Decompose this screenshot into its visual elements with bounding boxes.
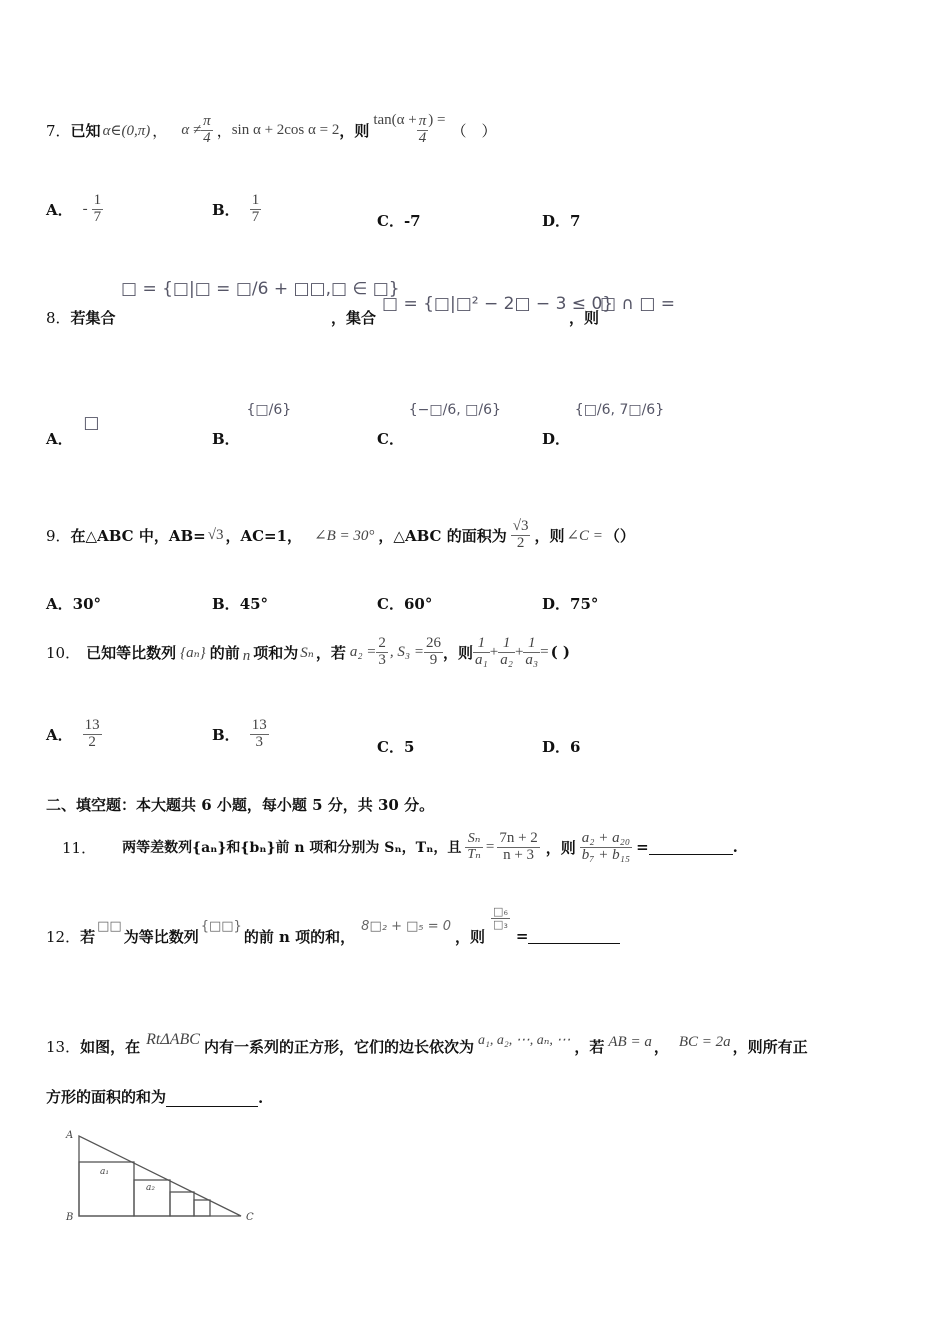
q8-option-b-label: B． [212, 430, 240, 448]
q7-expr-left: tan(α + [373, 111, 417, 128]
q11-stem [62, 820, 738, 874]
q8-text1: 若集合 [70, 309, 116, 327]
q7-then: ，则 [339, 121, 370, 140]
q7-sep2: ， [216, 121, 232, 140]
q7-expr-right: ) = [428, 111, 446, 128]
q7-cond2-frac [201, 114, 213, 147]
q10-term1 [473, 636, 490, 669]
q7-cond2-left: α ≠ [181, 121, 202, 138]
q9-stem [46, 508, 635, 562]
section-heading: 二、填空题：本大题共 6 小题，每小题 5 分，共 30 分。 [46, 796, 435, 814]
q7-known: 已知 [70, 121, 101, 140]
q10-number: 10． [46, 643, 81, 662]
q13-sep: ， [653, 1037, 669, 1056]
q9-ab: √3 [207, 526, 224, 543]
q9-area-frac [511, 519, 531, 552]
q10-n: n [242, 647, 251, 664]
q13-text2: 内有一系列的正方形，它们的边长依次为 [203, 1037, 474, 1056]
q7-cond2-den: 4 [203, 129, 211, 146]
q10-s3: , S₃ = [389, 643, 425, 660]
q10-a2: a₂ = [349, 643, 377, 660]
q13-tri: RtΔABC [146, 1031, 200, 1048]
square-3 [170, 1192, 194, 1216]
q7-cond3: sin α + 2cos α = 2 [231, 121, 340, 138]
q10-a2-frac [376, 636, 388, 669]
q7-number: 7． [46, 121, 71, 140]
q7-expr-frac [417, 114, 429, 147]
q8-option-a[interactable] [46, 412, 99, 448]
q10-option-a-label: A． [46, 725, 73, 744]
q10-option-a[interactable] [46, 710, 102, 758]
q12-text3: 的前 n 项的和， [243, 927, 356, 946]
q9-angle: ∠B = 30° [314, 527, 375, 544]
q9-option-a-label: A． [46, 595, 73, 613]
q13-stem-line2 [46, 1086, 263, 1107]
q9-option-c-label: C． [377, 595, 404, 613]
q10-term2-den: a₂ [500, 651, 513, 668]
q9-option-b-value: 45° [239, 595, 269, 613]
q8-expr: □ ∩ □ = [600, 294, 676, 314]
q8-option-b-value: {□/6} [246, 402, 292, 418]
q10-s3-num: 26 [426, 634, 442, 651]
q10-option-c[interactable] [377, 736, 414, 757]
q8-set-a: □ = {□|□ = □/6 + □□,□ ∈ □} [121, 279, 400, 299]
q8-option-d-label: D． [542, 430, 571, 448]
q10-plus-2: + [514, 643, 524, 660]
q13-bc: BC = 2a [678, 1033, 731, 1050]
q8-option-a-value: □ [83, 413, 100, 433]
q7-paren: （ ） [451, 121, 497, 140]
q9-option-b[interactable] [212, 593, 268, 614]
q10-option-a-frac [83, 718, 102, 751]
q10-eq: = [540, 643, 549, 660]
q9-text4: ，则 [534, 526, 565, 545]
q9-paren: （） [604, 526, 635, 545]
q12-number: 12． [46, 927, 81, 946]
q7-option-a-frac [92, 193, 104, 226]
q7-option-b-num: 1 [251, 191, 260, 208]
q10-term2-num: 1 [498, 636, 515, 653]
q10-seq: {aₙ} [180, 644, 206, 661]
q11-ratio [465, 832, 482, 862]
q8-option-c[interactable] [377, 398, 501, 448]
vertex-c-label: C [246, 1212, 254, 1223]
q8-number-text [46, 307, 116, 328]
q10-a2-den: 3 [378, 651, 386, 668]
q9-text3: ，△ABC 的面积为 [378, 526, 507, 545]
q10-term1-den: a₁ [475, 651, 488, 668]
q7-option-d-value: 7 [570, 212, 581, 230]
q10-option-c-value: 5 [403, 738, 415, 756]
q7-option-a-sign: - [82, 200, 88, 217]
q11-formula [497, 831, 539, 864]
q13-text3: ，若 [574, 1037, 605, 1056]
q13-text1: 如图，在 [80, 1037, 141, 1056]
q11-formula-den: n + 3 [503, 846, 535, 863]
square-1-label: a₁ [100, 1167, 109, 1177]
q7-stem [46, 108, 497, 152]
q10-paren: ( ) [550, 643, 571, 661]
q11-text1: 两等差数列{aₙ}和{bₙ}前 n 项和分别为 Sₙ，Tₙ，且 [122, 840, 462, 856]
q10-term3-num: 1 [523, 636, 540, 653]
q13-end: . [258, 1089, 264, 1107]
q12-stem [46, 906, 620, 966]
q9-text1: 在△ABC 中，AB= [70, 526, 206, 545]
q8-option-b[interactable] [212, 398, 291, 448]
q10-text5: ，则 [443, 643, 474, 662]
q9-text2: ，AC=1， [225, 526, 303, 545]
q8-set-b: □ = {□|□² − 2□ − 3 ≤ 0} [382, 294, 614, 314]
q8-option-d-value: {□/6, 7□/6} [574, 402, 665, 418]
q9-number: 9． [46, 526, 71, 545]
q12-ratio-num: □₆ [493, 904, 508, 918]
q10-text4: ，若 [315, 643, 346, 662]
q8-option-c-label: C． [377, 430, 404, 448]
q7-option-d-label: D． [542, 212, 571, 230]
q11-end: . [732, 838, 738, 856]
q7-sep1: ， [152, 121, 168, 140]
q11-formula-num: 7n + 2 [499, 829, 538, 846]
triangle-figure [60, 1120, 270, 1230]
q8-number: 8． [46, 309, 71, 327]
q11-target-den: b₇ + b₁₅ [581, 846, 631, 863]
q10-option-d-label: D． [542, 738, 571, 756]
q9-option-c-value: 60° [403, 595, 433, 613]
q10-option-a-den: 2 [88, 733, 96, 750]
q7-option-a-label: A． [46, 200, 73, 219]
q7-option-a-num: 1 [93, 191, 102, 208]
q7-option-b[interactable] [212, 186, 261, 232]
q7-option-b-den: 7 [251, 208, 260, 225]
q7-option-d[interactable] [542, 210, 580, 231]
q8-option-d[interactable] [542, 398, 664, 448]
q12-text1: 若 [80, 927, 96, 946]
q12-cond: 8□₂ + □₅ = 0 [361, 918, 452, 934]
q13-stem-line1 [46, 1026, 808, 1066]
q8-option-c-value: {−□/6, □/6} [408, 402, 501, 418]
q13-answer-blank[interactable] [166, 1092, 258, 1107]
q9-ask: ∠C = [566, 527, 603, 544]
q7-expr-num: π [418, 112, 427, 129]
q12-sn: □□ [97, 918, 122, 934]
q9-area-num: √3 [512, 517, 529, 534]
vertex-a-label: A [66, 1130, 74, 1141]
q10-s3-den: 9 [429, 651, 438, 668]
q11-ratio-num: Sₙ [465, 832, 482, 848]
q9-option-d-label: D． [542, 595, 571, 613]
q10-text1: 已知等比数列 [86, 643, 177, 662]
q11-target [580, 831, 632, 864]
q10-option-b-label: B． [212, 725, 240, 744]
q7-expr-den: 4 [418, 129, 427, 146]
q7-option-a[interactable] [46, 186, 103, 232]
q12-text2: 为等比数列 [123, 927, 199, 946]
q10-text3: 项和为 [253, 643, 299, 662]
q9-option-a[interactable] [46, 593, 101, 614]
q11-ratio-den: Tₙ [467, 846, 481, 862]
q10-option-b-frac [250, 718, 269, 751]
q10-term2 [498, 636, 515, 669]
q13-line2: 方形的面积的和为 [46, 1088, 167, 1106]
q7-option-b-label: B． [212, 200, 240, 219]
q13-seq: a₁, a₂, ⋯, aₙ, ⋯ [477, 1032, 571, 1048]
q11-eq1: = [485, 838, 495, 855]
q13-number: 13． [46, 1037, 81, 1056]
q10-text2: 的前 [209, 643, 240, 662]
q9-option-d-value: 75° [570, 595, 599, 613]
q10-term3-den: a₃ [525, 651, 539, 668]
square-4 [194, 1200, 210, 1216]
vertex-b-label: B [66, 1212, 74, 1223]
q10-option-b[interactable] [212, 710, 269, 758]
q7-option-c[interactable] [377, 210, 421, 231]
q10-term1-num: 1 [473, 636, 490, 653]
q8-option-a-label: A． [46, 430, 73, 448]
q9-area-den: 2 [516, 534, 525, 551]
q12-ratio [491, 906, 510, 930]
q10-term3 [523, 636, 540, 669]
q9-option-c[interactable] [377, 593, 432, 614]
q11-text2: ，则 [545, 838, 576, 857]
q10-option-a-num: 13 [84, 716, 100, 733]
q12-eq: = [515, 927, 529, 945]
q10-option-d-value: 6 [570, 738, 581, 756]
q7-option-c-label: C． [377, 212, 404, 230]
q11-number: 11． [62, 838, 97, 857]
q10-option-d[interactable] [542, 736, 580, 757]
q12-seq: {□□} [200, 918, 242, 934]
q13-text4: ，则所有正 [732, 1037, 808, 1056]
q11-target-num: a₂ + a₂₀ [581, 829, 631, 846]
q9-option-d[interactable] [542, 593, 598, 614]
q7-cond1: α∈(0,π) [102, 122, 151, 139]
q10-option-b-num: 13 [251, 716, 267, 733]
q9-option-a-value: 30° [72, 595, 102, 613]
q7-option-a-den: 7 [93, 208, 102, 225]
q13-ab: AB = a [608, 1033, 652, 1050]
square-2-label: a₂ [146, 1183, 155, 1193]
q10-plus-1: + [489, 643, 499, 660]
q8-text3: ，则 [569, 309, 600, 327]
q10-sn: Sₙ [300, 644, 314, 661]
q12-text4: ，则 [455, 927, 486, 946]
q8-text2: ，集合 [331, 309, 377, 327]
q10-option-c-label: C． [377, 738, 404, 756]
q11-answer-blank[interactable] [649, 840, 733, 855]
q7-cond2-num: π [203, 112, 211, 129]
q10-a2-num: 2 [378, 634, 386, 651]
q9-option-b-label: B． [212, 595, 240, 613]
q10-option-b-den: 3 [255, 733, 263, 750]
q7-option-c-value: -7 [403, 212, 421, 230]
q12-ratio-den: □₃ [493, 917, 508, 931]
q12-answer-blank[interactable] [528, 929, 620, 944]
q10-s3-frac [424, 636, 443, 669]
q10-stem [46, 626, 570, 678]
q7-option-b-frac [250, 193, 262, 226]
q11-eq2: = [636, 838, 649, 856]
